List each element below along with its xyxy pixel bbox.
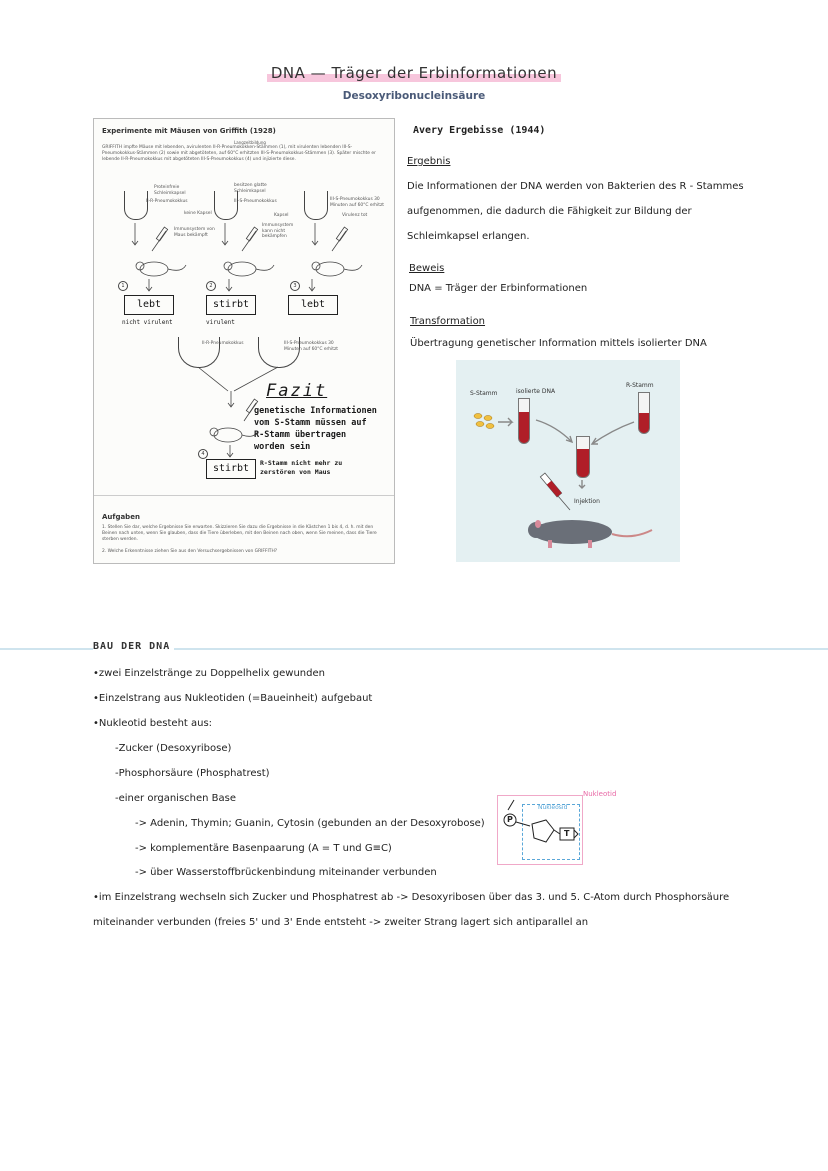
tube2-sub: Kapsel (274, 213, 289, 218)
worksheet-intro: GRIFFITH impfte Mäuse mit lebenden, avirulenten II-R-Pneumokokken-Stämmen (1), mit virulenten lebenden III-S-Pneumokokkus-Stämmen (2) sowie mit abgetöteten, auf 60°C erhitzten III-S-Pneumokokkus-Stämmen (3). Später mischte er lebende II-R-Pneumokokkus mit abgetöteten III-S-Pneumokokkus (4) und injizierte diese. (102, 145, 376, 162)
fazit-title: Fazit (266, 381, 328, 401)
bau-item-10: •im Einzelstrang wechseln sich Zucker und Phosphatrest ab -> Desoxyribosen über das 3. und 5. C-Atom durch Phosphorsäure (93, 892, 730, 903)
tube3-note: Virulenz tot (342, 213, 368, 218)
transformation-text: Übertragung genetischer Information mittels isolierter DNA (410, 338, 707, 349)
worksheet-title: Experimente mit Mäusen von Griffith (1928) (102, 127, 276, 135)
page-subtitle: Desoxyribonucleinsäure (342, 90, 486, 102)
experiment-number-2: 2 (206, 281, 216, 291)
isolierte-dna-label: isolierte DNA (516, 388, 556, 395)
ergebnis-line-1: Die Informationen der DNA werden von Bakterien des R - Stammes (407, 181, 744, 192)
beweis-text: DNA = Träger der Erbinformationen (409, 283, 588, 294)
nukleosid-label: Nukleosid (538, 804, 568, 811)
bau-title: BAU DER DNA (93, 641, 174, 652)
beweis-label: Beweis (409, 263, 445, 274)
ergebnis-label: Ergebnis (407, 156, 451, 167)
tube2-note: besitzen glatte Schleimkapsel (234, 183, 267, 194)
result-box-4: stirbt (206, 459, 256, 479)
fazit-text: genetische Informationen vom S-Stamm müssen auf R-Stamm übertragen worden sein (254, 406, 377, 452)
nukleotid-diagram (497, 795, 583, 865)
worksheet-annotation: Langzeitbildung (234, 140, 266, 145)
bau-item-11: miteinander verbunden (freies 5' und 3' Ende entsteht -> zweiter Strang lagert sich antiparallel an (93, 917, 589, 928)
griffith-worksheet (93, 118, 395, 564)
experiment-number-4: 4 (198, 449, 208, 459)
bau-item-2: •Einzelstrang aus Nukleotiden (=Baueinheit) aufgebaut (93, 693, 373, 704)
tube5-label: III-S-Pneumokokkus 30 Minuten auf 60°C erhitzt (284, 341, 339, 352)
injektion-label: Injektion (574, 498, 600, 505)
tube4-label: II-R-Pneumokokkus (202, 341, 244, 346)
result-box-3: lebt (288, 295, 338, 315)
experiment-number-3: 3 (290, 281, 300, 291)
experiment-number-1: 1 (118, 281, 128, 291)
bau-item-1: •zwei Einzelstränge zu Doppelhelix gewunden (93, 668, 325, 679)
bau-item-4: -Zucker (Desoxyribose) (115, 743, 232, 754)
result-note-2: virulent (206, 319, 235, 326)
result-box-1: lebt (124, 295, 174, 315)
avery-title: Avery Ergebisse (1944) (413, 125, 546, 136)
transformation-figure (456, 360, 680, 562)
task-2: 2. Welche Erkenntnisse ziehen Sie aus den Versuchsergebnissen von GRIFFITH? (102, 549, 278, 554)
tube3-label: III-S-Pneumokokkus 30 Minuten auf 60°C erhitzt (330, 197, 385, 208)
tube1-label: II-R-Pneumokokkus (146, 199, 188, 204)
bau-item-7: -> Adenin, Thymin; Guanin, Cytosin (gebunden an der Desoxyrobose) (135, 818, 485, 829)
base-label: T (564, 829, 570, 838)
bau-item-5: -Phosphorsäure (Phosphatrest) (115, 768, 270, 779)
result-note-1: nicht virulent (122, 319, 173, 326)
worksheet-divider (94, 495, 394, 496)
r-stamm-label: R-Stamm (626, 382, 654, 389)
tube2-bottom: Immunsystem kann nicht bekämpfen (262, 223, 294, 239)
nukleotid-label: Nukleotid (583, 790, 617, 798)
tube2-label: III-S-Pneumokokkus (234, 199, 277, 204)
ergebnis-line-3: Schleimkapsel erlangen. (407, 231, 530, 242)
transformation-drawing (456, 360, 680, 562)
tube1-note: Proteinfreie Schleimkapsel (154, 185, 186, 196)
tube1-sub: keine Kapsel (184, 211, 212, 216)
bau-item-3: •Nukleotid besteht aus: (93, 718, 213, 729)
tasks-title: Aufgaben (102, 513, 140, 521)
result-box-2: stirbt (206, 295, 256, 315)
tube1-bottom: Immunsystem von Maus bekämpft (174, 227, 215, 238)
ergebnis-line-2: aufgenommen, die dadurch die Fähigkeit zur Bildung der (407, 206, 692, 217)
transformation-label: Transformation (410, 316, 486, 327)
page-title: DNA — Träger der Erbinformationen (0, 64, 828, 82)
phosphate-label: P (507, 815, 513, 824)
result4-note: R-Stamm nicht mehr zu zerstören von Maus (260, 459, 343, 476)
task-1: 1. Stellen Sie dar, welche Ergebnisse Sie erwarten. Skizzieren Sie dazu die Ergebnisse in die Kästchen 1 bis 4, d. h. mit den Beinen nach unten, wenn Sie glauben, dass die Tiere überleben, mit den Beinen nach oben, wenn Sie meinen, dass die Tiere sterben werden. (102, 525, 377, 542)
bau-item-6: -einer organischen Base (115, 793, 237, 804)
bau-item-9: -> über Wasserstoffbrückenbindung miteinander verbunden (135, 867, 437, 878)
s-stamm-label: S-Stamm (470, 390, 498, 397)
bau-item-8: -> komplementäre Basenpaarung (A = T und G≡C) (135, 843, 392, 854)
